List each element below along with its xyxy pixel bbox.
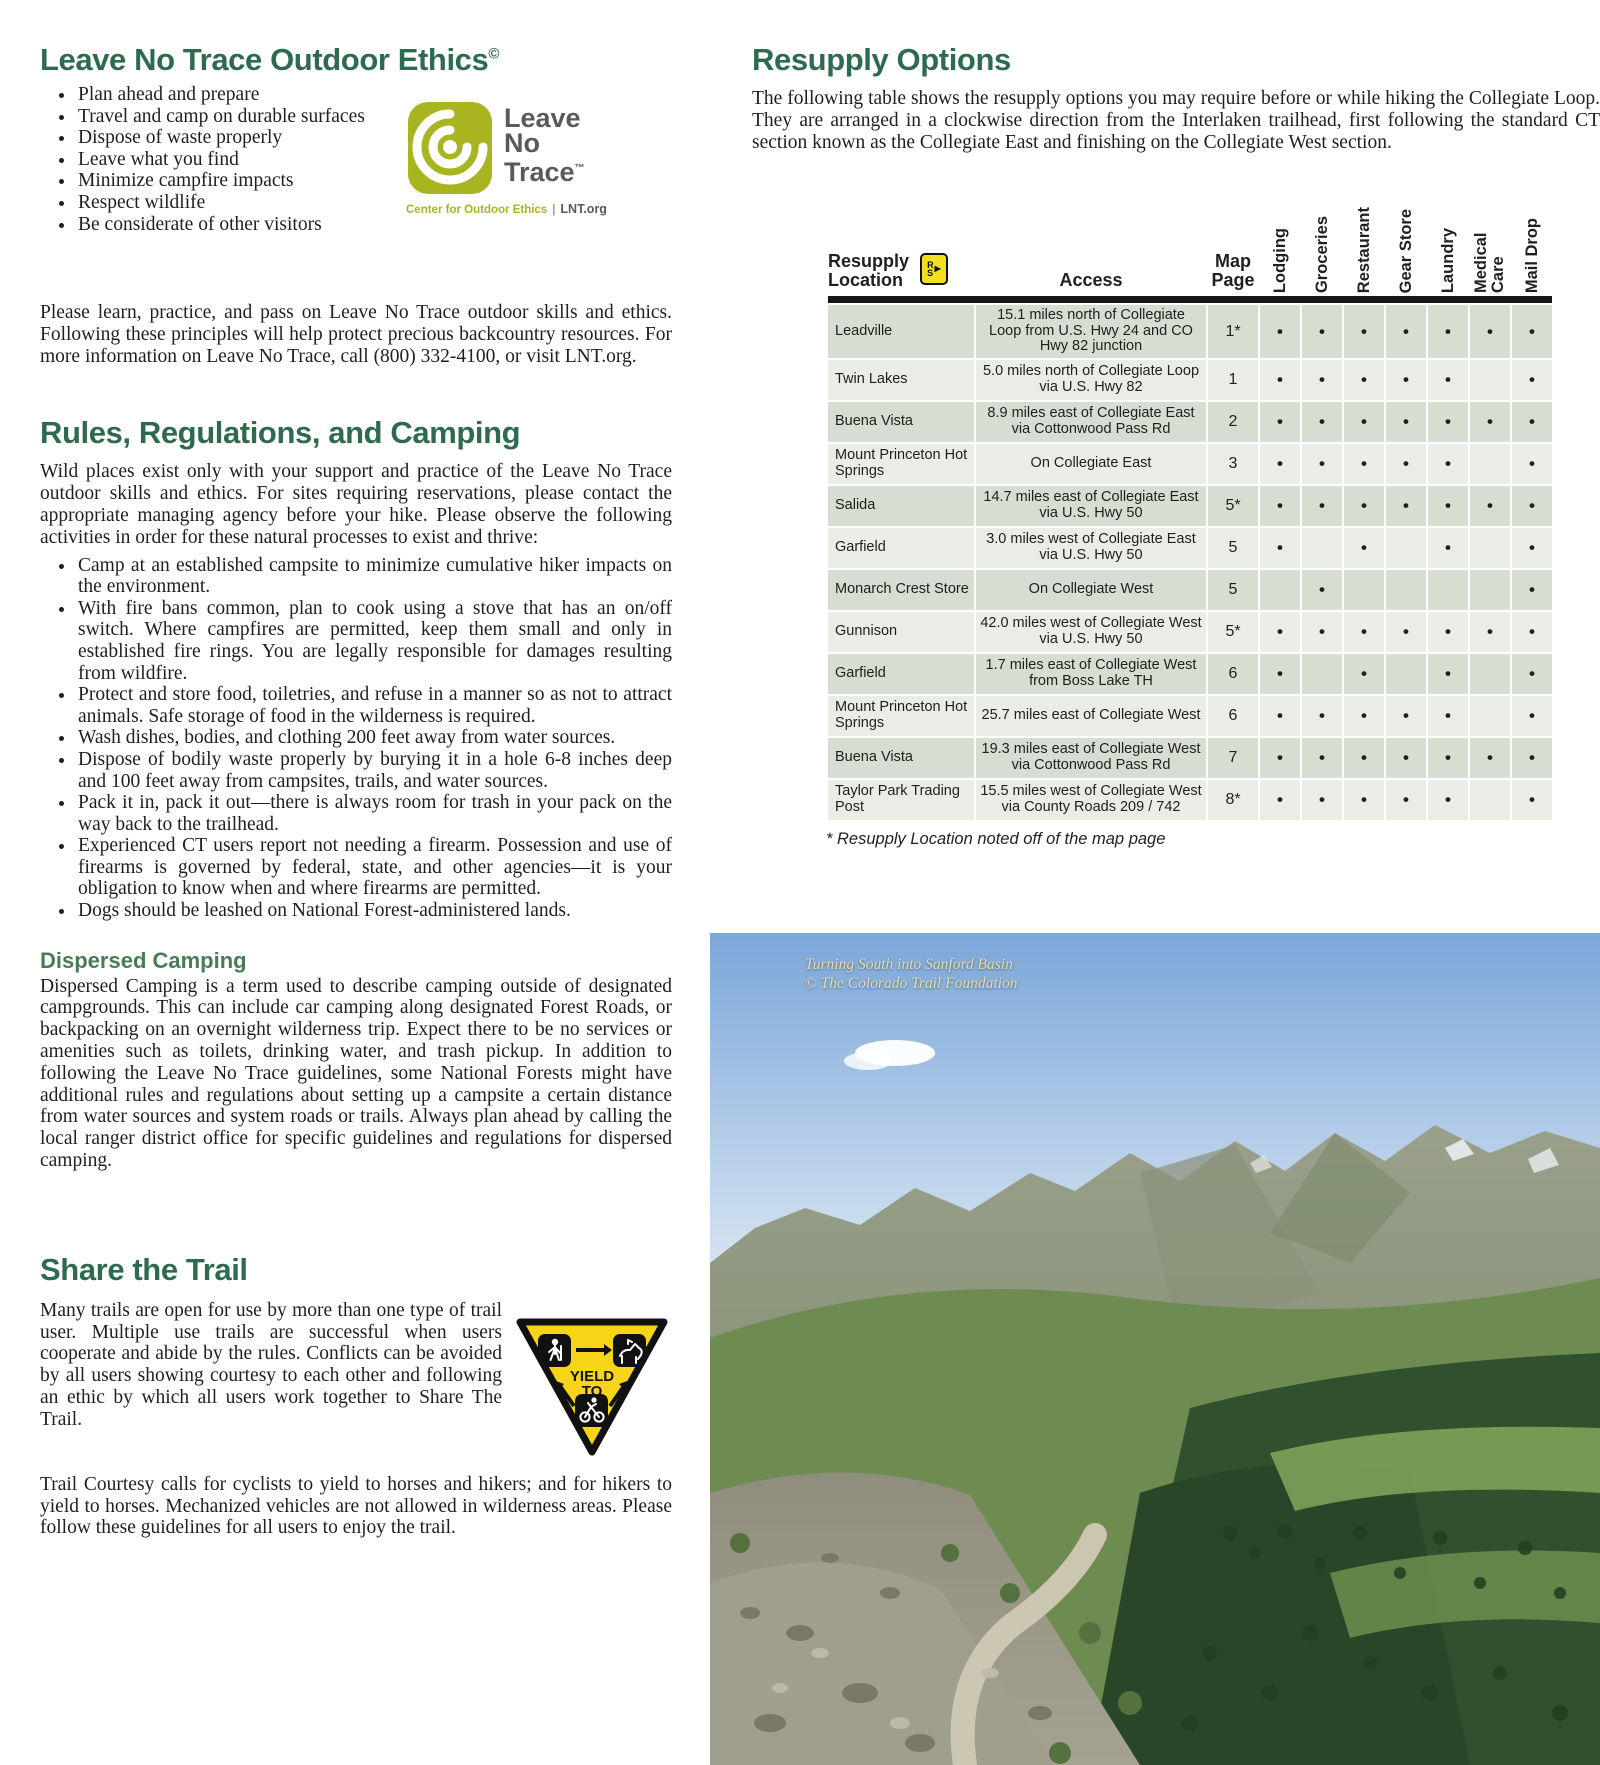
map-page-cell: 5 [1208,570,1258,610]
photo-caption-title: Turning South into Sanford Basin [805,956,1013,973]
header-access: Access [1059,270,1123,291]
map-page-cell: 5* [1208,486,1258,526]
lnt-paragraph: Please learn, practice, and pass on Leave No Trace outdoor skills and ethics. Following these principles will help protect precious backcountry resources. For more information on Leave No Trace, call (800) 332-4100, or visit LNT.org. [40,302,672,367]
gear-store-dot-cell: • [1386,612,1426,652]
right-column [752,42,1600,849]
medical-care-dot-cell [1470,528,1510,568]
access-cell: 1.7 miles east of Collegiate West from Boss Lake TH [976,654,1206,694]
lodging-dot-cell: • [1260,696,1300,736]
resupply-intro: The following table shows the resupply options you may require before or while hiking the Collegiate Loop. They are arranged in a clockwise direction from the Interlaken trailhead, first following the standard CT section known as the Collegiate East and finishing on the Collegiate West section. [752,88,1600,153]
hiker-icon [538,1334,571,1367]
groceries-dot-cell: • [1302,612,1342,652]
restaurant-dot-cell: • [1344,654,1384,694]
map-page-cell: 3 [1208,444,1258,484]
medical-care-dot-cell: • [1470,305,1510,358]
rules-heading: Rules, Regulations, and Camping [40,415,521,451]
access-cell: 3.0 miles west of Collegiate East via U.S. Hwy 50 [976,528,1206,568]
rules-item: • Dogs should be leashed on National Forest-administered lands. [76,900,672,922]
mail-drop-dot-cell: • [1512,738,1552,778]
map-page-cell: 5* [1208,612,1258,652]
location-cell: Monarch Crest Store [828,570,974,610]
lnt-principles-list [40,84,436,235]
map-page-cell: 8* [1208,780,1258,820]
lnt-principles-section [40,84,672,280]
mail-drop-dot-cell: • [1512,305,1552,358]
header-amenity: Laundry [1438,228,1457,294]
medical-care-dot-cell [1470,570,1510,610]
access-cell: 15.1 miles north of Collegiate Loop from U.S. Hwy 24 and CO Hwy 82 junction [976,305,1206,358]
lnt-principle-item: • Leave what you find [76,149,436,171]
resupply-table [828,193,1552,820]
laundry-dot-cell: • [1428,696,1468,736]
rules-item: • Protect and store food, toiletries, and refuse in a manner so as not to attract animals. Safe storage of food in the wilderness is required. [76,684,672,727]
resupply-heading: Resupply Options [752,42,1011,77]
laundry-dot-cell: • [1428,780,1468,820]
lnt-word-no: No [504,128,540,158]
photo-caption-credit: © The Colorado Trail Foundation [805,975,1018,992]
lnt-principle-item: • Respect wildlife [76,192,436,214]
share-paragraph-2: Trail Courtesy calls for cyclists to yield to horses and hikers; and for hikers to yield to horses. Mechanized vehicles are not allowed in wilderness areas. Please follow these guidelines for all users to enjoy the trail. [40,1473,672,1539]
laundry-dot-cell: • [1428,360,1468,400]
gear-store-dot-cell: • [1386,444,1426,484]
table-header-rule [828,296,1552,303]
lnt-principle-item: • Plan ahead and prepare [76,84,436,106]
table-row [828,612,1552,652]
groceries-dot-cell [1302,528,1342,568]
gear-store-dot-cell [1386,570,1426,610]
mail-drop-dot-cell: • [1512,360,1552,400]
groceries-dot-cell: • [1302,738,1342,778]
lodging-dot-cell: • [1260,305,1300,358]
lnt-principle-item: • Minimize campfire impacts [76,170,436,192]
location-cell: Buena Vista [828,738,974,778]
location-cell: Mount Princeton Hot Springs [828,696,974,736]
rules-item: • Experienced CT users report not needing a firearm. Possession and use of firearms is governed by federal, state, and other agencies—it is your obligation to know when and where firearms are permitted. [76,835,672,900]
mail-drop-dot-cell: • [1512,696,1552,736]
table-row [828,305,1552,358]
location-cell: Garfield [828,654,974,694]
map-page-cell: 5 [1208,528,1258,568]
medical-care-dot-cell [1470,654,1510,694]
lodging-dot-cell: • [1260,654,1300,694]
landscape-photo-art [710,933,1600,1765]
rules-item: • With fire bans common, plan to cook using a stove that has an on/off switch. Where campfires are permitted, keep them small and only in established fire rings. You are legally responsible for damages resulting from wildfire. [76,598,672,684]
header-amenity: Lodging [1270,228,1289,294]
location-cell: Gunnison [828,612,974,652]
restaurant-dot-cell: • [1344,486,1384,526]
restaurant-dot-cell: • [1344,360,1384,400]
rules-item: • Wash dishes, bodies, and clothing 200 feet away from water sources. [76,727,672,749]
lnt-principle-item: • Be considerate of other visitors [76,214,436,236]
access-cell: On Collegiate West [976,570,1206,610]
gear-store-dot-cell: • [1386,696,1426,736]
lnt-logo-wordmark [504,100,585,185]
table-row [828,402,1552,442]
restaurant-dot-cell: • [1344,528,1384,568]
map-page-cell: 6 [1208,654,1258,694]
restaurant-dot-cell: • [1344,696,1384,736]
mail-drop-dot-cell: • [1512,444,1552,484]
photo-caption [805,955,1017,993]
mail-drop-dot-cell: • [1512,402,1552,442]
medical-care-dot-cell [1470,696,1510,736]
table-row [828,780,1552,820]
restaurant-dot-cell: • [1344,780,1384,820]
lodging-dot-cell: • [1260,402,1300,442]
location-cell: Garfield [828,528,974,568]
table-row [828,486,1552,526]
laundry-dot-cell: • [1428,654,1468,694]
medical-care-dot-cell: • [1470,402,1510,442]
lnt-principle-item: • Travel and camp on durable surfaces [76,106,436,128]
table-row [828,444,1552,484]
lnt-principle-item: • Dispose of waste properly [76,127,436,149]
lnt-heading-text: Leave No Trace Outdoor Ethics [40,42,489,77]
gear-store-dot-cell [1386,528,1426,568]
lnt-swirl-icon [406,100,494,196]
laundry-dot-cell: • [1428,612,1468,652]
resupply-table-header [828,193,1552,293]
lodging-dot-cell: • [1260,612,1300,652]
lodging-dot-cell: • [1260,486,1300,526]
map-page-cell: 2 [1208,402,1258,442]
yield-to-sign [508,1314,676,1460]
gear-store-dot-cell: • [1386,738,1426,778]
location-cell: Leadville [828,305,974,358]
share-heading: Share the Trail [40,1251,248,1287]
restaurant-dot-cell: • [1344,444,1384,484]
groceries-dot-cell: • [1302,570,1342,610]
gear-store-dot-cell: • [1386,360,1426,400]
table-footnote: * Resupply Location noted off of the map page [826,829,1166,848]
medical-care-dot-cell [1470,780,1510,820]
rules-item: • Dispose of bodily waste properly by burying it in a hole 6-8 inches deep and 100 feet away from campsites, trails, and water sources. [76,749,672,792]
access-cell: 19.3 miles east of Collegiate West via Cottonwood Pass Rd [976,738,1206,778]
resupply-table-body [828,305,1552,820]
table-row [828,696,1552,736]
table-row [828,360,1552,400]
groceries-dot-cell: • [1302,305,1342,358]
mail-drop-dot-cell: • [1512,528,1552,568]
mail-drop-dot-cell: • [1512,570,1552,610]
map-page-cell: 6 [1208,696,1258,736]
trail-photo [710,933,1600,1765]
resupply-symbol-icon: R S ▶ [920,253,948,285]
restaurant-dot-cell: • [1344,305,1384,358]
mail-drop-dot-cell: • [1512,612,1552,652]
header-amenity: Medical Care [1472,232,1507,294]
to-text: TO [581,1382,603,1400]
access-cell: 15.5 miles west of Collegiate West via County Roads 209 / 742 [976,780,1206,820]
lnt-logo [406,100,676,216]
header-amenity: Gear Store [1396,209,1415,294]
lodging-dot-cell: • [1260,360,1300,400]
groceries-dot-cell: • [1302,360,1342,400]
medical-care-dot-cell [1470,360,1510,400]
medical-care-dot-cell [1470,444,1510,484]
lnt-footer-divider: | [552,204,556,216]
rules-list [40,555,672,922]
gear-store-dot-cell [1386,654,1426,694]
gear-store-dot-cell: • [1386,305,1426,358]
table-row [828,738,1552,778]
laundry-dot-cell: • [1428,444,1468,484]
restaurant-dot-cell: • [1344,402,1384,442]
header-map-page: Map Page [1211,251,1255,291]
mail-drop-dot-cell: • [1512,654,1552,694]
location-cell: Salida [828,486,974,526]
lodging-dot-cell: • [1260,738,1300,778]
map-page-cell: 1* [1208,305,1258,358]
header-amenity: Mail Drop [1522,218,1541,294]
lnt-word-leave: Leave [504,103,581,133]
groceries-dot-cell [1302,654,1342,694]
map-page-cell: 1 [1208,360,1258,400]
groceries-dot-cell: • [1302,486,1342,526]
medical-care-dot-cell: • [1470,612,1510,652]
location-cell: Twin Lakes [828,360,974,400]
lodging-dot-cell: • [1260,444,1300,484]
lodging-dot-cell: • [1260,780,1300,820]
medical-care-dot-cell: • [1470,738,1510,778]
restaurant-dot-cell: • [1344,612,1384,652]
restaurant-dot-cell: • [1344,738,1384,778]
rules-item: • Camp at an established campsite to minimize cumulative hiker impacts on the environment. [76,555,672,598]
left-column [40,42,672,1539]
lodging-dot-cell: • [1260,528,1300,568]
share-section [40,1300,672,1450]
lnt-footer-url: LNT.org [560,202,607,216]
laundry-dot-cell: • [1428,402,1468,442]
laundry-dot-cell: • [1428,305,1468,358]
location-cell: Taylor Park Trading Post [828,780,974,820]
access-cell: 42.0 miles west of Collegiate West via U.S. Hwy 50 [976,612,1206,652]
trademark-symbol: ™ [574,163,585,174]
laundry-dot-cell [1428,570,1468,610]
restaurant-dot-cell [1344,570,1384,610]
map-page-cell: 7 [1208,738,1258,778]
access-cell: On Collegiate East [976,444,1206,484]
access-cell: 25.7 miles east of Collegiate West [976,696,1206,736]
rules-intro: Wild places exist only with your support and practice of the Leave No Trace outdoor skills and ethics. For sites requiring reservations, please contact the appropriate managing agency before your hike. Please observe the following activities in order for these natural processes to exist and thrive: [40,461,672,548]
lnt-heading [40,42,672,78]
lnt-logo-top [406,100,676,196]
groceries-dot-cell: • [1302,696,1342,736]
lnt-word-trace: Trace™ [504,157,585,187]
mail-drop-dot-cell: • [1512,486,1552,526]
header-amenity: Groceries [1312,216,1331,294]
gear-store-dot-cell: • [1386,402,1426,442]
lnt-footer-org: Center for Outdoor Ethics [406,204,548,216]
dispersed-camping-paragraph: Dispersed Camping is a term used to describe camping outside of designated campgrounds. This can include car camping along designated Forest Roads, or backpacking on an overnight wilderness trip. Expect there to be no services or amenities such as toilets, drinking water, and trash pickup. In addition to following the Leave No Trace guidelines, some National Forests might have additional rules and regulations about setting up a campsite a certain distance from water sources and system roads or trails. Always plan ahead by calling the local ranger district office for specific guidelines and regulations for dispersed camping. [40,975,672,1172]
location-cell: Mount Princeton Hot Springs [828,444,974,484]
yield-text: YIELD [569,1367,615,1385]
copyright-symbol: © [488,45,500,63]
location-cell: Buena Vista [828,402,974,442]
dispersed-camping-heading: Dispersed Camping [40,947,247,973]
laundry-dot-cell: • [1428,486,1468,526]
table-row [828,528,1552,568]
horse-rider-icon [613,1334,646,1367]
laundry-dot-cell: • [1428,738,1468,778]
laundry-dot-cell: • [1428,528,1468,568]
access-cell: 5.0 miles north of Collegiate Loop via U.S. Hwy 82 [976,360,1206,400]
table-row [828,570,1552,610]
groceries-dot-cell: • [1302,402,1342,442]
groceries-dot-cell: • [1302,444,1342,484]
access-cell: 8.9 miles east of Collegiate East via Cottonwood Pass Rd [976,402,1206,442]
groceries-dot-cell: • [1302,780,1342,820]
lnt-logo-footer [406,202,676,216]
share-paragraph-1: Many trails are open for use by more than one type of trail user. Multiple use trails are successful when users cooperate and abide by the rules. Conflicts can be avoided by all users showing courtesy to each other and following an ethic by which all users work together to Share The Trail. [40,1299,502,1430]
table-row [828,654,1552,694]
header-resupply-location: Resupply Location R S ▶ [828,252,974,293]
gear-store-dot-cell: • [1386,780,1426,820]
gear-store-dot-cell: • [1386,486,1426,526]
header-amenity: Restaurant [1354,207,1373,294]
rules-item: • Pack it in, pack it out—there is always room for trash in your pack on the way back to the trailhead. [76,792,672,835]
lodging-dot-cell [1260,570,1300,610]
mail-drop-dot-cell: • [1512,780,1552,820]
access-cell: 14.7 miles east of Collegiate East via U.S. Hwy 50 [976,486,1206,526]
medical-care-dot-cell: • [1470,486,1510,526]
